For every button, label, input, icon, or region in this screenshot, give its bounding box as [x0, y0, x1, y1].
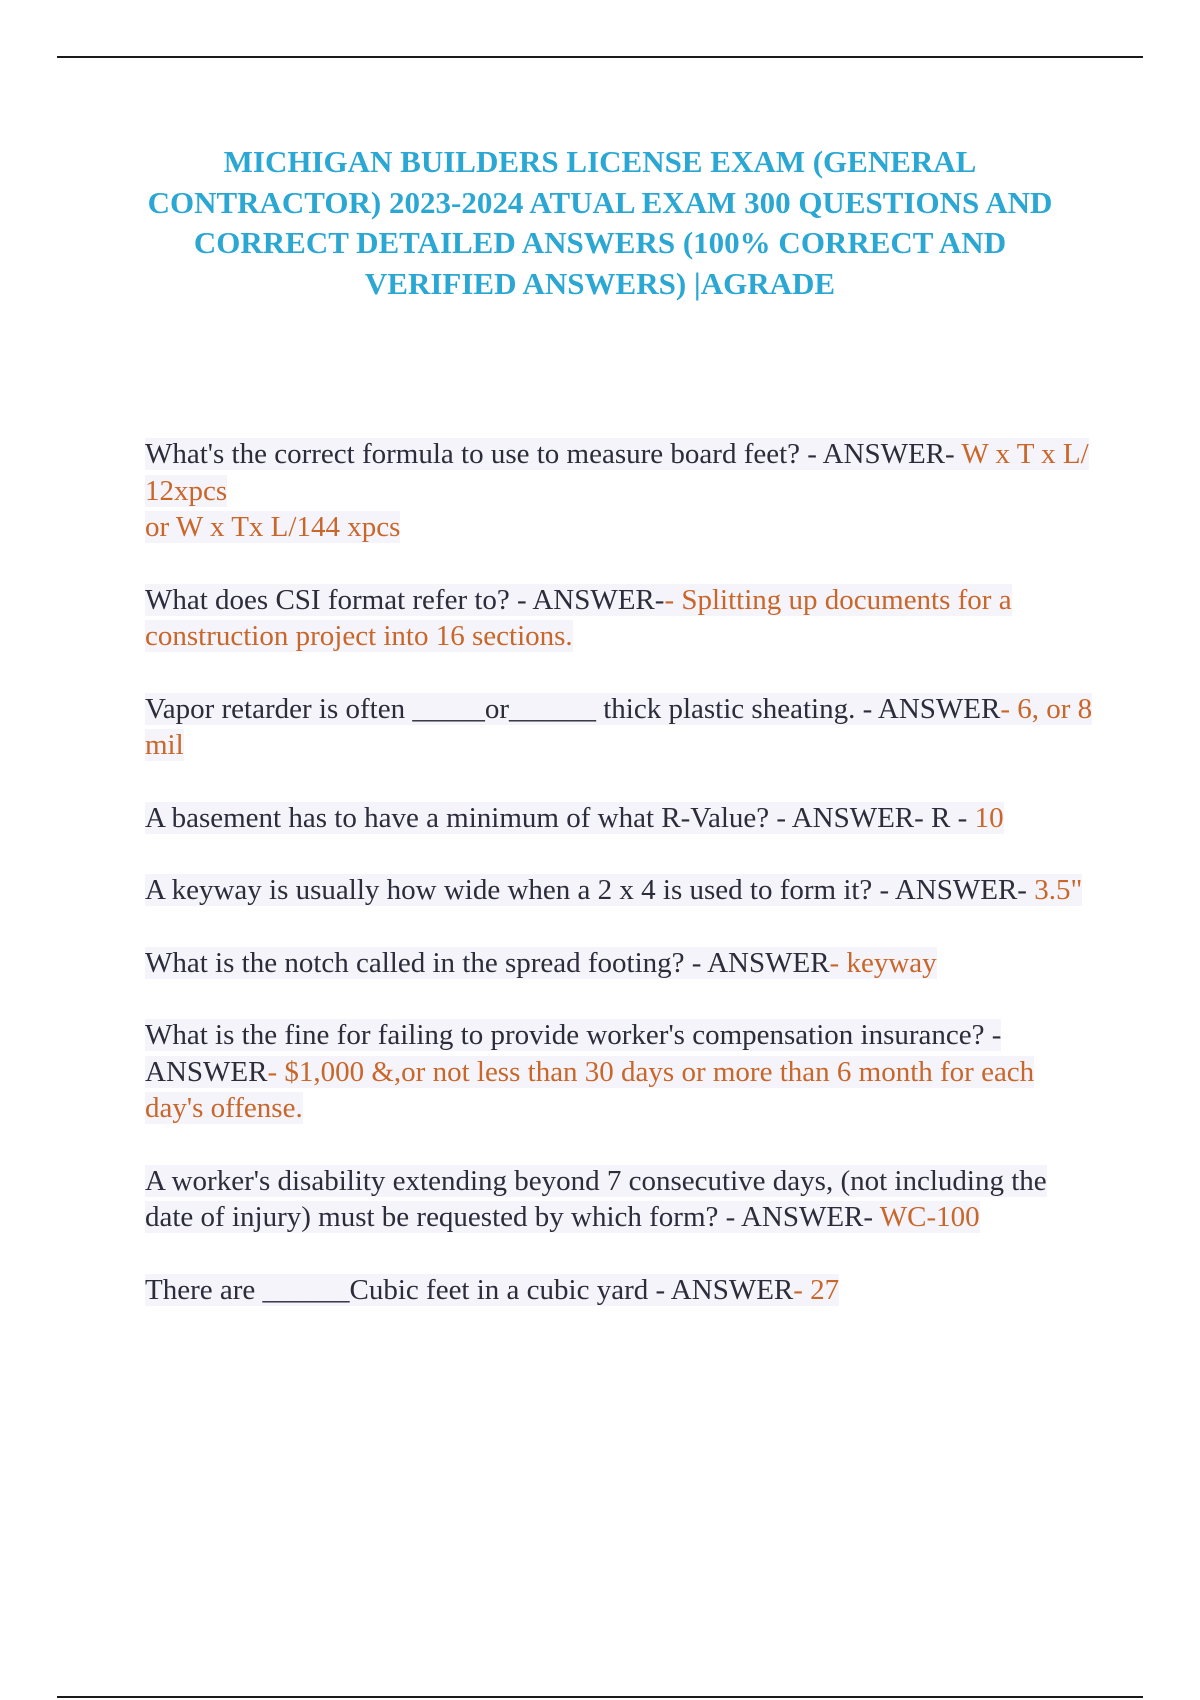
qa-item-csi-format [145, 582, 1095, 655]
top-rule [57, 56, 1143, 58]
answer-text: - Splitting up documents for a construction project into 16 sections. [145, 583, 1012, 652]
answer-text: 3.5" [1026, 874, 1083, 906]
question-text: A keyway is usually how wide when a 2 x 4 is used to form it? - ANSWER- [145, 874, 1027, 906]
question-text: What is the fine for failing to provide worker's compensation insurance? - ANSWER [145, 1019, 1002, 1088]
qa-item-keyway-width [145, 872, 1095, 909]
qa-item-notch-name [145, 945, 1095, 982]
qa-item-vapor-retarder [145, 691, 1095, 764]
answer-text: - 6, or 8 mil [145, 692, 1093, 761]
answer-text: - keyway [829, 946, 937, 979]
question-text: What's the correct formula to use to measure board feet? - ANSWER- [145, 438, 955, 470]
question-text: Vapor retarder is often _____or______ thick plastic sheating. - ANSWER [145, 692, 1001, 725]
question-text: A basement has to have a minimum of what R-Value? - ANSWER- R - [145, 801, 968, 834]
question-text: A worker's disability extending beyond 7 consecutive days, (not including the date of injury) must be requested by which form? - ANSWER- [145, 1164, 1047, 1233]
qa-item-workers-comp-fine [145, 1017, 1095, 1127]
qa-item-cubic-yard [145, 1272, 1095, 1309]
qa-item-basement-r-value [145, 800, 1095, 837]
question-text: There are ______Cubic feet in a cubic yard - ANSWER [145, 1273, 794, 1306]
bottom-rule [57, 1696, 1143, 1698]
answer-text: W x T x L/ 12xpcs [145, 438, 1089, 507]
answer-text: - 27 [793, 1273, 840, 1306]
question-text: What does CSI format refer to? - ANSWER- [145, 583, 665, 616]
qa-list [145, 436, 1095, 1344]
question-text: What is the notch called in the spread footing? - ANSWER [145, 946, 830, 979]
answer-text: - $1,000 &,or not less than 30 days or more than 6 month for each day's offense. [145, 1055, 1035, 1124]
answer-text: 10 [967, 801, 1004, 834]
answer-text: or W x Tx L/144 xpcs [145, 511, 401, 543]
answer-text: WC-100 [873, 1201, 980, 1233]
document-title: MICHIGAN BUILDERS LICENSE EXAM (GENERAL CONTRACTOR) 2023-2024 ATUAL EXAM 300 QUESTIONS AND CORRECT DETAILED ANSWERS (100% CORRECT AND VERIFIED ANSWERS) |AGRADE [147, 144, 1053, 301]
qa-item-disability-form [145, 1163, 1095, 1236]
qa-item-board-feet [145, 436, 1095, 546]
